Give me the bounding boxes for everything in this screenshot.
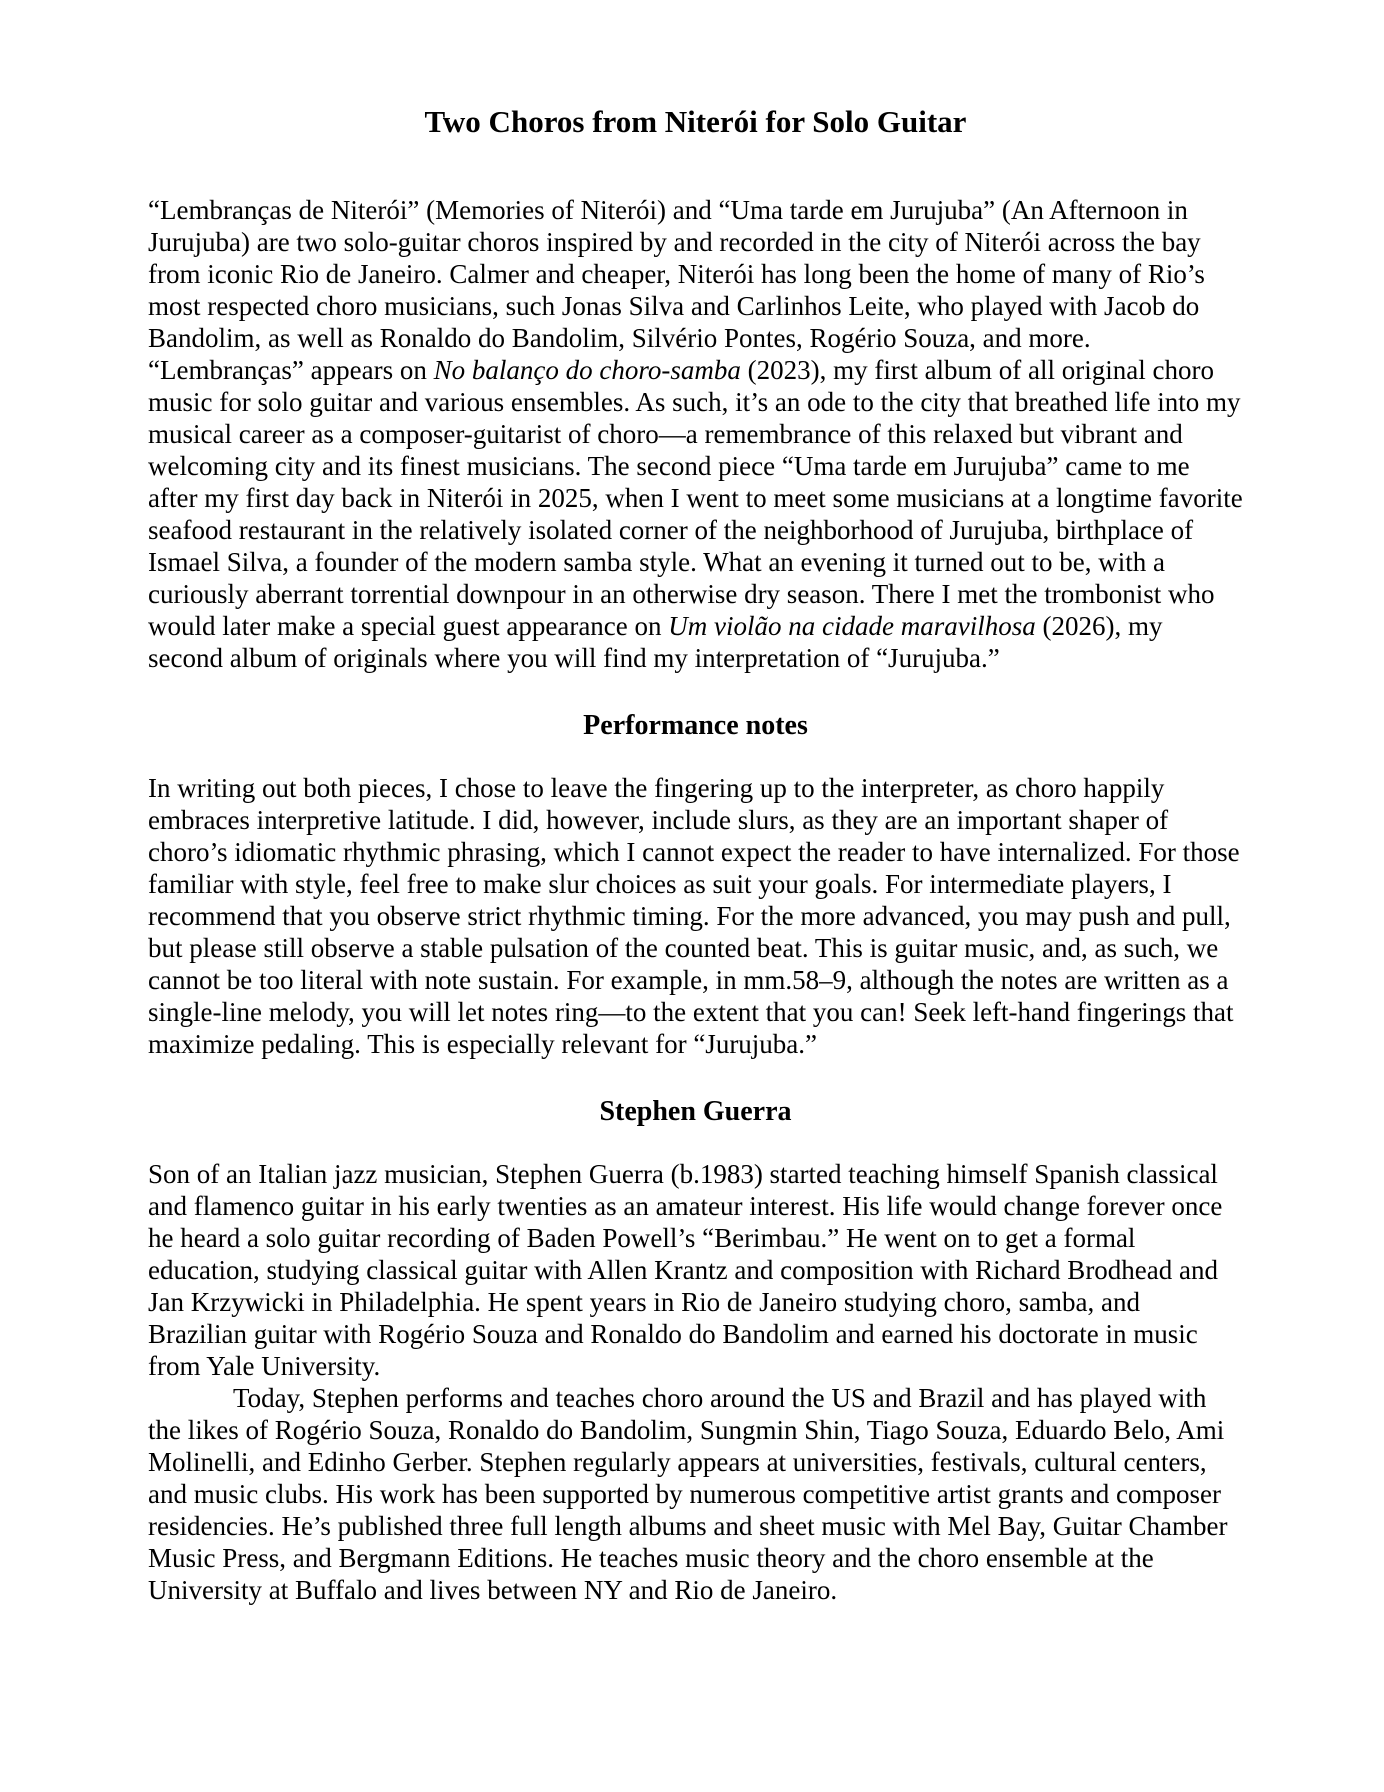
bio-paragraph-2: Today, Stephen performs and teaches choro around the US and Brazil and has played with the likes of Rogério Souza, Ronaldo do Bandolim, Sungmin Shin, Tiago Souza, Eduardo Belo, Ami Molinelli, and Edinho Gerber. Stephen regularly appears at universities, festivals, cultural centers, and music clubs. His work has been supported by numerous competitive artist grants and composer residencies. He’s published three full length albums and sheet music with Mel Bay, Guitar Chamber Music Press, and Bergmann Editions. He teaches music theory and the choro ensemble at the University at Buffalo and lives between NY and Rio de Janeiro. <box>148 1383 1228 1605</box>
performance-notes-paragraph: In writing out both pieces, I chose to leave the fingering up to the interpreter, as choro happily embraces interpretive latitude. I did, however, include slurs, as they are an important shaper of choro’s idiomatic rhythmic phrasing, which I cannot expect the reader to have internalized. For those familiar with style, feel free to make slur choices as suit your goals. For intermediate players, I recommend that you observe strict rhythmic timing. For the more advanced, you may push and pull, but please still observe a stable pulsation of the counted beat. This is guitar music, and, as such, we cannot be too literal with note sustain. For example, in mm.58–9, although the notes are written as a single-line melody, you will let notes ring—to the extent that you can! Seek left-hand fingerings that maximize pedaling. This is especially relevant for “Jurujuba.” <box>148 773 1240 1059</box>
bio-heading: Stephen Guerra <box>599 1096 792 1127</box>
album-title-no-balanco: No balanço do choro-samba <box>433 355 741 385</box>
intro-text-run-1: “Lembranças de Niterói” (Memories of Niterói) and “Uma tarde em Jurujuba” (An Afternoon in Jurujuba) are two solo-guitar choros inspired by and recorded in the city of Niterói across the bay from iconic Rio de Janeiro. Calmer and cheaper, Niterói has long been the home of many of Rio’s most respected choro musicians, such Jonas Silva and Carlinhos Leite, who played with Jacob do Bandolim, as well as Ronaldo do Bandolim, Silvério Pontes, Rogério Souza, and more. “Lembranças” appears on <box>148 195 1205 385</box>
album-title-um-violao: Um violão na cidade maravilhosa <box>668 611 1036 641</box>
intro-text-run-2: (2023), my first album of all original choro music for solo guitar and various ensembles. As such, it’s an ode to the city that breathed life into my musical career as a composer-guitarist of choro—a remembrance of this relaxed but vibrant and welcoming city and its finest musicians. The second piece “Uma tarde em Jurujuba” came to me after my first day back in Niterói in 2025, when I went to meet some musicians at a longtime favorite seafood restaurant in the relatively isolated corner of the neighborhood of Jurujuba, birthplace of Ismael Silva, a founder of the modern samba style. What an evening it turned out to be, with a curiously aberrant torrential downpour in an otherwise dry season. There I met the trombonist who would later make a special guest appearance on <box>148 355 1243 641</box>
intro-paragraph <box>148 194 1243 674</box>
bio-paragraph-1: Son of an Italian jazz musician, Stephen Guerra (b.1983) started teaching himself Spanish classical and flamenco guitar in his early twenties as an amateur interest. His life would change forever once he heard a solo guitar recording of Baden Powell’s “Berimbau.” He went on to get a formal education, studying classical guitar with Allen Krantz and composition with Richard Brodhead and Jan Krzywicki in Philadelphia. He spent years in Rio de Janeiro studying choro, samba, and Brazilian guitar with Rogério Souza and Ronaldo do Bandolim and earned his doctorate in music from Yale University. <box>148 1159 1223 1381</box>
document-title: Two Choros from Niterói for Solo Guitar <box>424 104 967 139</box>
intro-text-run-3: (2026), my second album of originals where you will find my interpretation of “Jurujuba.” <box>148 611 1163 673</box>
performance-notes-heading: Performance notes <box>583 710 808 741</box>
